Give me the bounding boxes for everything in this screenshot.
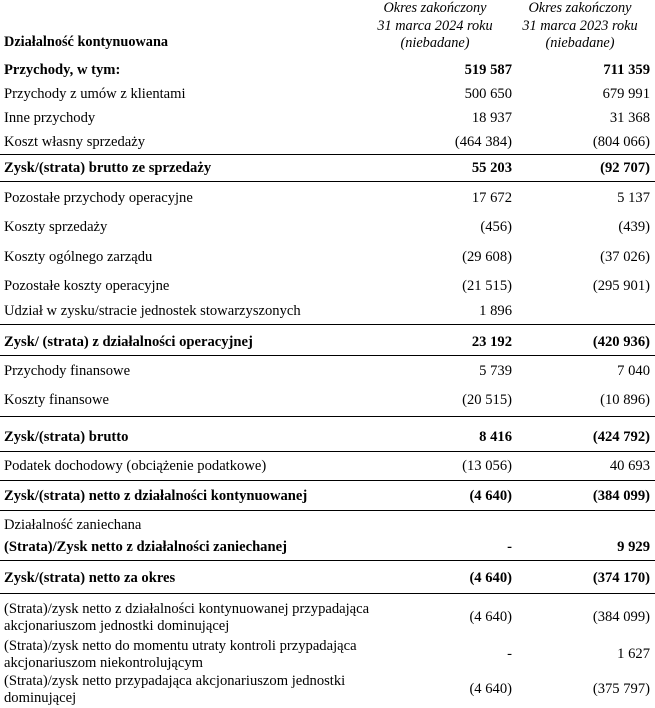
value-2024: 17 672 bbox=[471, 190, 512, 206]
divider bbox=[0, 355, 655, 356]
value-2024: (21 515) bbox=[462, 278, 512, 294]
column-header-line: (niebadane) bbox=[545, 35, 615, 51]
value-2023: (424 792) bbox=[592, 429, 650, 445]
value-2023: (375 797) bbox=[592, 681, 650, 697]
divider bbox=[0, 181, 655, 182]
section-title: Działalność kontynuowana bbox=[4, 34, 169, 50]
column-header-line: Okres zakończony bbox=[383, 0, 487, 16]
value-2024: - bbox=[507, 646, 512, 662]
value-2023: (295 901) bbox=[592, 278, 650, 294]
row-label: (Strata)/zysk netto przypadająca akcjonariuszom jednostki dominującej bbox=[4, 673, 346, 706]
value-2024: (4 640) bbox=[469, 609, 512, 625]
value-2024: 23 192 bbox=[471, 334, 512, 350]
value-2024: (464 384) bbox=[454, 134, 512, 150]
divider bbox=[0, 510, 655, 511]
column-header-line: Okres zakończony bbox=[528, 0, 632, 16]
row-label: (Strata)/Zysk netto z działalności zaniechanej bbox=[4, 539, 287, 555]
value-2023: 679 991 bbox=[602, 86, 650, 102]
row-label: Działalność zaniechana bbox=[4, 517, 142, 533]
value-2023: (92 707) bbox=[600, 160, 650, 176]
row-label: Koszt własny sprzedaży bbox=[4, 134, 146, 150]
divider bbox=[0, 593, 655, 594]
value-2024: - bbox=[507, 539, 512, 555]
value-2023: 31 368 bbox=[609, 110, 650, 126]
value-2024: 8 416 bbox=[479, 429, 512, 445]
value-2024: (456) bbox=[480, 219, 512, 235]
row-label: Koszty sprzedaży bbox=[4, 219, 108, 235]
column-header-line: (niebadane) bbox=[400, 35, 470, 51]
value-2024: 519 587 bbox=[464, 62, 512, 78]
row-label: Pozostałe przychody operacyjne bbox=[4, 190, 193, 206]
value-2024: (4 640) bbox=[469, 681, 512, 697]
divider bbox=[0, 560, 655, 561]
value-2024: 55 203 bbox=[471, 160, 512, 176]
row-label: Inne przychody bbox=[4, 110, 96, 126]
row-label: Zysk/(strata) netto za okres bbox=[4, 570, 176, 586]
row-label: Pozostałe koszty operacyjne bbox=[4, 278, 170, 294]
value-2024: (4 640) bbox=[469, 570, 512, 586]
value-2023: (420 936) bbox=[592, 334, 650, 350]
value-2023: (37 026) bbox=[600, 249, 650, 265]
row-label: (Strata)/zysk netto do momentu utraty kontroli przypadająca akcjonariuszom niekontrolującym bbox=[4, 638, 357, 671]
value-2024: 5 739 bbox=[479, 363, 512, 379]
column-header-2024 bbox=[360, 0, 510, 53]
value-2024: (4 640) bbox=[469, 488, 512, 504]
divider bbox=[0, 416, 655, 417]
value-2023: 9 929 bbox=[617, 539, 650, 555]
divider bbox=[0, 480, 655, 481]
row-label: Koszty finansowe bbox=[4, 392, 109, 408]
value-2023: (804 066) bbox=[592, 134, 650, 150]
row-label: Podatek dochodowy (obciążenie podatkowe) bbox=[4, 458, 267, 474]
row-label: Udział w zysku/stracie jednostek stowarzyszonych bbox=[4, 303, 301, 319]
row-label: Zysk/(strata) brutto bbox=[4, 429, 129, 445]
value-2024: (20 515) bbox=[462, 392, 512, 408]
value-2024: (13 056) bbox=[462, 458, 512, 474]
row-label: Zysk/ (strata) z działalności operacyjnej bbox=[4, 334, 253, 350]
row-label: Przychody finansowe bbox=[4, 363, 131, 379]
value-2023: (384 099) bbox=[592, 609, 650, 625]
row-label: Koszty ogólnego zarządu bbox=[4, 249, 153, 265]
row-label: Przychody z umów z klientami bbox=[4, 86, 186, 102]
row-label: Zysk/(strata) brutto ze sprzedaży bbox=[4, 160, 212, 176]
divider bbox=[0, 324, 655, 325]
value-2024: (29 608) bbox=[462, 249, 512, 265]
column-header-2023 bbox=[505, 0, 655, 53]
value-2023: 711 359 bbox=[603, 62, 650, 78]
value-2023: 40 693 bbox=[609, 458, 650, 474]
column-header-line: 31 marca 2023 roku bbox=[522, 17, 638, 34]
value-2023: (439) bbox=[618, 219, 650, 235]
row-label: (Strata)/zysk netto z działalności kontynuowanej przypadająca akcjonariuszom jednostki dominującej bbox=[4, 601, 370, 634]
value-2023: 5 137 bbox=[617, 190, 650, 206]
column-header-line: 31 marca 2024 roku bbox=[377, 17, 493, 34]
row-label: Przychody, w tym: bbox=[4, 62, 121, 78]
table-header bbox=[0, 0, 655, 58]
value-2023: 7 040 bbox=[617, 363, 650, 379]
divider bbox=[0, 154, 655, 155]
value-2023: (10 896) bbox=[600, 392, 650, 408]
value-2023: (374 170) bbox=[592, 570, 650, 586]
divider bbox=[0, 451, 655, 452]
value-2024: 500 650 bbox=[464, 86, 512, 102]
value-2023: (384 099) bbox=[592, 488, 650, 504]
value-2024: 1 896 bbox=[479, 303, 512, 319]
row-label: Zysk/(strata) netto z działalności kontynuowanej bbox=[4, 488, 308, 504]
value-2024: 18 937 bbox=[471, 110, 512, 126]
value-2023: 1 627 bbox=[617, 646, 650, 662]
